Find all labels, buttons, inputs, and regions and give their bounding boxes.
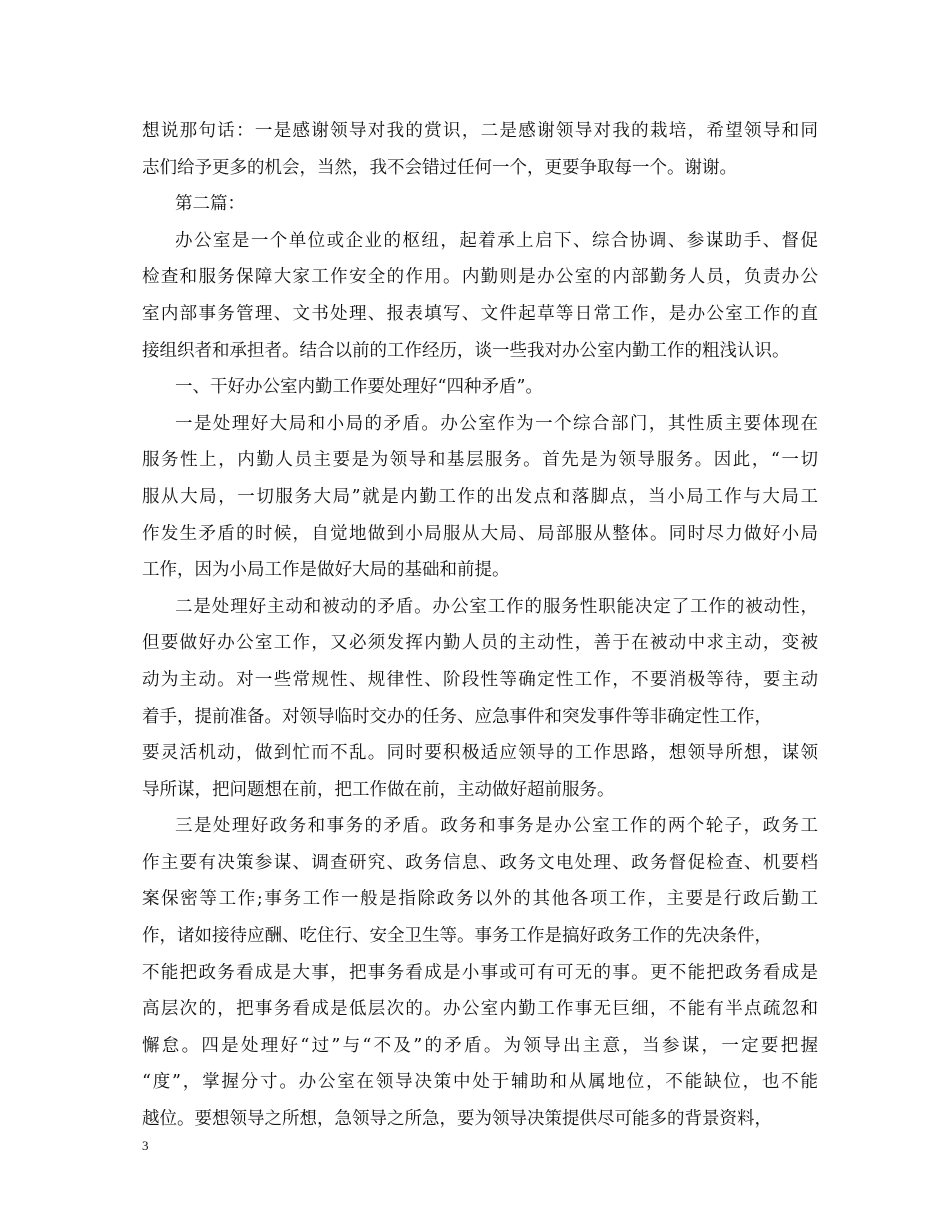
text-line: 志们给予更多的机会，当然，我不会错过任何一个，更要争取每一个。谢谢。 [142, 157, 737, 178]
text-line: 不能把政务看成是大事，把事务看成是小事或可有可无的事。更不能把政务看成是 [142, 962, 818, 983]
text-line: 办公室是一个单位或企业的枢纽，起着承上启下、综合协调、参谋助手、督促 [175, 230, 818, 251]
text-line: 动为主动。对一些常规性、规律性、阶段性等确定性工作，不要消极等待，要主动 [142, 669, 818, 690]
text-line: 导所谋，把问题想在前，把工作做在前，主动做好超前服务。 [142, 779, 615, 800]
text-line: 想说那句话：一是感谢领导对我的赏识，二是感谢领导对我的栽培，希望领导和同 [142, 121, 818, 141]
text-line: 三是处理好政务和事务的矛盾。政务和事务是办公室工作的两个轮子，政务工 [175, 816, 818, 837]
text-line: 一、干好办公室内勤工作要处理好“四种矛盾”。 [175, 377, 543, 398]
text-line: 二是处理好主动和被动的矛盾。办公室工作的服务性职能决定了工作的被动性， [175, 596, 818, 617]
text-line: 工作，因为小局工作是做好大局的基础和前提。 [142, 560, 510, 581]
text-line: 服从大局，一切服务大局”就是内勤工作的出发点和落脚点，当小局工作与大局工 [142, 486, 818, 507]
text-line: 但要做好办公室工作，又必须发挥内勤人员的主动性，善于在被动中求主动，变被 [142, 633, 818, 654]
document-body [142, 113, 818, 1138]
text-line: 高层次的，把事务看成是低层次的。办公室内勤工作事无巨细，不能有半点疏忽和 [142, 999, 818, 1020]
text-line: 服务性上，内勤人员主要是为领导和基层服务。首先是为领导服务。因此，“一切 [142, 450, 818, 471]
text-line: 越位。要想领导之所想，急领导之所急，要为领导决策提供尽可能多的背景资料， [142, 1109, 772, 1130]
text-line: 作，诸如接待应酬、吃住行、安全卫生等。事务工作是搞好政务工作的先决条件， [142, 926, 772, 947]
page-number: 3 [142, 1138, 149, 1153]
text-line: 作主要有决策参谋、调查研究、政务信息、政务文电处理、政务督促检查、机要档 [142, 852, 818, 873]
text-line: 案保密等工作;事务工作一般是指除政务以外的其他各项工作，主要是行政后勤工 [142, 889, 818, 910]
text-line: “度”，掌握分寸。办公室在领导决策中处于辅助和从属地位，不能缺位，也不能 [142, 1072, 818, 1093]
text-line: 着手，提前准备。对领导临时交办的任务、应急事件和突发事件等非确定性工作， [142, 706, 772, 727]
text-line: 接组织者和承担者。结合以前的工作经历，谈一些我对办公室内勤工作的粗浅认识。 [142, 340, 790, 361]
text-line: 一是处理好大局和小局的矛盾。办公室作为一个综合部门，其性质主要体现在 [175, 413, 818, 434]
text-line: 室内部事务管理、文书处理、报表填写、文件起草等日常工作，是办公室工作的直 [142, 303, 818, 324]
text-line: 作发生矛盾的时候，自觉地做到小局服从大局、局部服从整体。同时尽力做好小局 [142, 523, 818, 544]
text-line: 第二篇： [175, 194, 245, 215]
text-line: 懈怠。四是处理好“过”与“不及”的矛盾。为领导出主意，当参谋，一定要把握 [142, 1035, 818, 1056]
text-line: 要灵活机动，做到忙而不乱。同时要积极适应领导的工作思路，想领导所想，谋领 [142, 743, 818, 764]
text-line: 检查和服务保障大家工作安全的作用。内勤则是办公室的内部勤务人员，负责办公 [142, 267, 818, 288]
